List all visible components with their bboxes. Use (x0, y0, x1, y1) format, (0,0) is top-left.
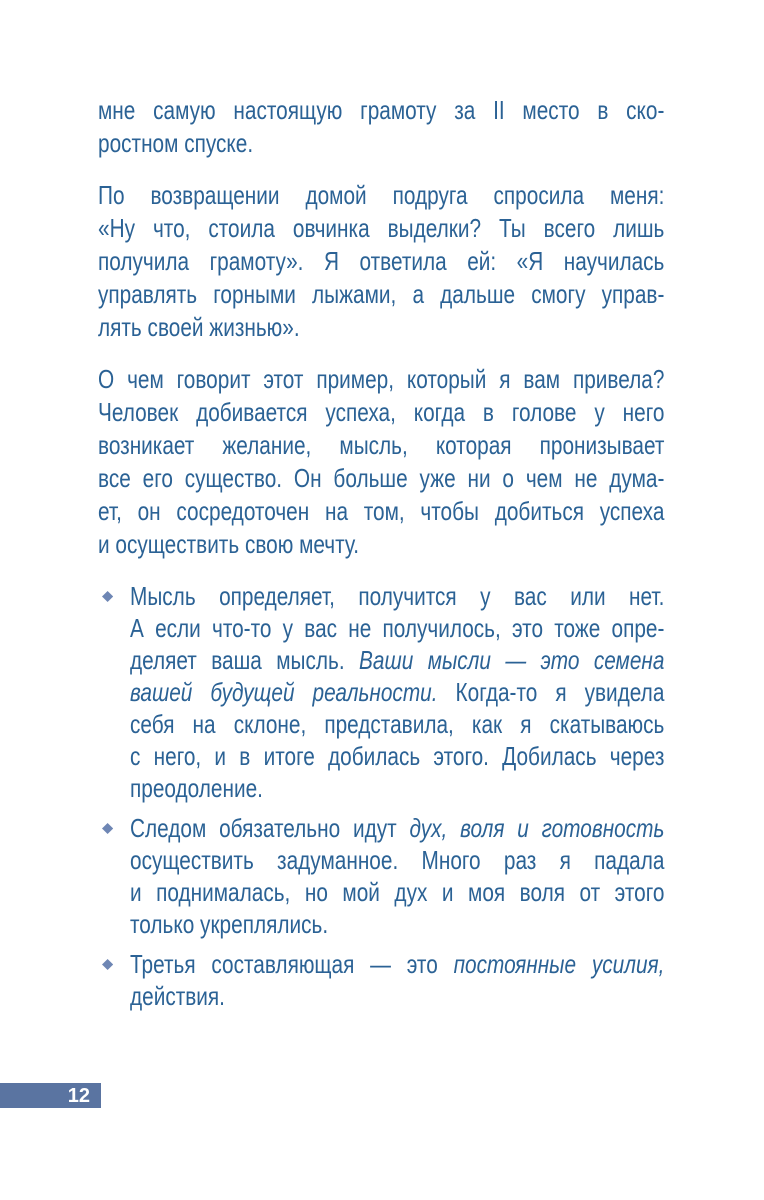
bullet-item (98, 812, 664, 940)
diamond-bullet-icon (102, 591, 113, 602)
text-segment: А если что-то у вас не получилось, это тоже опре- (130, 613, 665, 643)
italic-text-segment: постоянные усилия, (453, 949, 665, 979)
text-line (98, 245, 664, 278)
text-line (130, 948, 664, 980)
text-line (98, 462, 664, 495)
text-segment: действия. (130, 981, 225, 1011)
text-line (130, 772, 664, 804)
text-segment: Мысль определяет, получится у вас или нет. (130, 581, 665, 611)
text-segment: осуществить задуманное. Много раз я падала (130, 845, 665, 875)
text-line (98, 179, 664, 212)
text-segment: Третья составляющая — это (130, 949, 454, 979)
text-segment: с него, и в итоге добилась этого. Добилась через (130, 741, 665, 771)
text-line (98, 528, 664, 561)
text-line (98, 429, 664, 462)
text-segment: Когда-то я увидела (437, 677, 665, 707)
text-segment: Следом обязательно идут (130, 813, 410, 843)
text-line (130, 676, 664, 708)
text-segment: все его существо. Он больше уже ни о чем не дума- (98, 463, 665, 493)
body-text (98, 94, 664, 1012)
text-segment: ростном спуске. (98, 128, 254, 158)
text-line (98, 363, 664, 396)
italic-text-segment: дух, воля и готовность (409, 813, 665, 843)
text-segment: мне самую настоящую грамоту за II место в ско- (98, 95, 665, 125)
text-line (130, 580, 664, 612)
text-segment: Человек добивается успеха, когда в голове у него (98, 397, 665, 427)
text-segment: По возвращении домой подруга спросила меня: (98, 180, 665, 210)
text-segment: управлять горными лыжами, а дальше смогу управ- (98, 279, 665, 309)
italic-text-segment: Ваши мысли — это семена (359, 645, 665, 675)
text-segment: «Ну что, стоила овчинка выделки? Ты всего лишь (98, 213, 665, 243)
text-segment: О чем говорит этот пример, который я вам привела? (98, 364, 665, 394)
text-segment: возникает желание, мысль, которая пронизывает (98, 430, 665, 460)
page-number-band (0, 1083, 101, 1108)
text-segment: и поднималась, но мой дух и моя воля от этого (130, 877, 665, 907)
text-line (130, 612, 664, 644)
text-segment: получила грамоту». Я ответила ей: «Я научилась (98, 246, 665, 276)
diamond-bullet-icon (102, 823, 113, 834)
text-segment: и осуществить свою мечту. (98, 529, 359, 559)
text-line (98, 396, 664, 429)
text-line (130, 876, 664, 908)
text-line (130, 708, 664, 740)
paragraph (98, 94, 664, 160)
text-line (98, 495, 664, 528)
text-segment: лять своей жизнью». (98, 312, 300, 342)
paragraph (98, 179, 664, 344)
text-line (130, 812, 664, 844)
text-line (98, 94, 664, 127)
text-line (130, 740, 664, 772)
text-line (98, 127, 664, 160)
page-number: 12 (67, 1084, 90, 1107)
bullet-item (98, 948, 664, 1012)
bullet-item (98, 580, 664, 804)
text-line (130, 980, 664, 1012)
text-line (130, 644, 664, 676)
text-line (98, 212, 664, 245)
text-line (98, 311, 664, 344)
italic-text-segment: вашей будущей реальности. (130, 677, 438, 707)
text-line (98, 278, 664, 311)
text-segment: себя на склоне, представила, как я скатываюсь (130, 709, 665, 739)
text-segment: деляет ваша мысль. (130, 645, 360, 675)
text-segment: преодоление. (130, 773, 263, 803)
text-segment: ет, он сосредоточен на том, чтобы добиться успеха (98, 496, 665, 526)
diamond-bullet-icon (102, 959, 113, 970)
text-segment: только укреплялись. (130, 909, 329, 939)
paragraph (98, 363, 664, 561)
text-line (130, 908, 664, 940)
text-line (130, 844, 664, 876)
